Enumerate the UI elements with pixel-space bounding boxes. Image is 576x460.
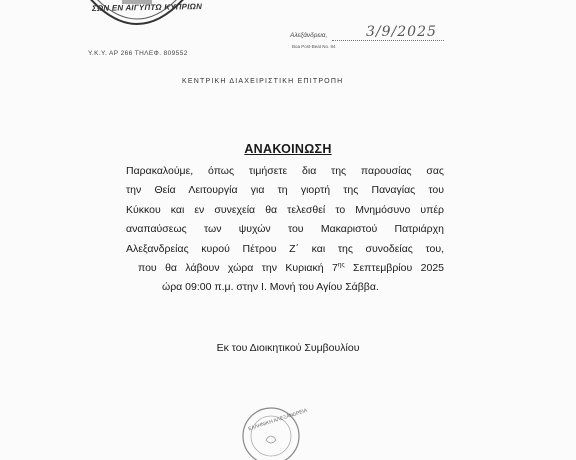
date-line [332,40,444,41]
round-stamp-icon [236,400,309,460]
ordinal-suffix: ης [337,261,345,269]
handwritten-date: 3/9/2025 [366,24,437,40]
body-line-date-start: που θα λάβουν χώρα την Κυριακή 7 [138,262,338,275]
body-line: ώρα 09:00 π.μ. στην Ι. Μονή του Αγίου Σάββα. [162,281,379,294]
body-line: την Θεία Λειτουργία για τη γιορτή της Παναγίας του [126,184,444,197]
seal-text: ΣΩΝ ΕΝ ΑΙΓΥΠΤΩ ΚΥΠΡΙΩΝ [91,2,203,13]
announcement-title: ΑΝΑΚΟΙΝΩΣΗ [244,142,332,156]
body-line: Κύκκου και εν συνεχεία θα τελεσθεί το Μνημόσυνο υπέρ [126,203,444,216]
body-line-date-end: Σεπτεμβρίου 2025 [344,262,444,275]
postbox-label: Boa Post-Beat No. 84 [292,44,336,49]
body-line: Παρακαλούμε, όπως τιμήσετε δια της παρουσίας σας [126,165,444,177]
committee-heading: ΚΕΝΤΡΙΚΗ ΔΙΑΧΕΙΡΙΣΤΙΚΗ ΕΠΙΤΡΟΠΗ [182,78,344,85]
signature-line: Εκ του Διοικητικού Συμβουλίου [216,342,360,354]
stamp-text: ΕΛΛΗΝΙΚΗ ΑΛΕΞΑΝΔΡΕΙΑ [247,407,309,433]
body-line: Αλεξανδρείας κυρού Πέτρου Ζ΄ και της συνοδείας του, [126,242,444,255]
place-date-label: Αλεξάνδρεια, [290,32,328,39]
body-line: αναπαύσεως των ψυχών του Μακαριστού Πατριάρχη [126,223,444,236]
registration-line: Υ.Κ.Υ. ΑΡ 266 ΤΗΛΕΦ. 809552 [88,50,188,57]
body-line-date [126,259,444,278]
announcement-body [126,162,444,298]
